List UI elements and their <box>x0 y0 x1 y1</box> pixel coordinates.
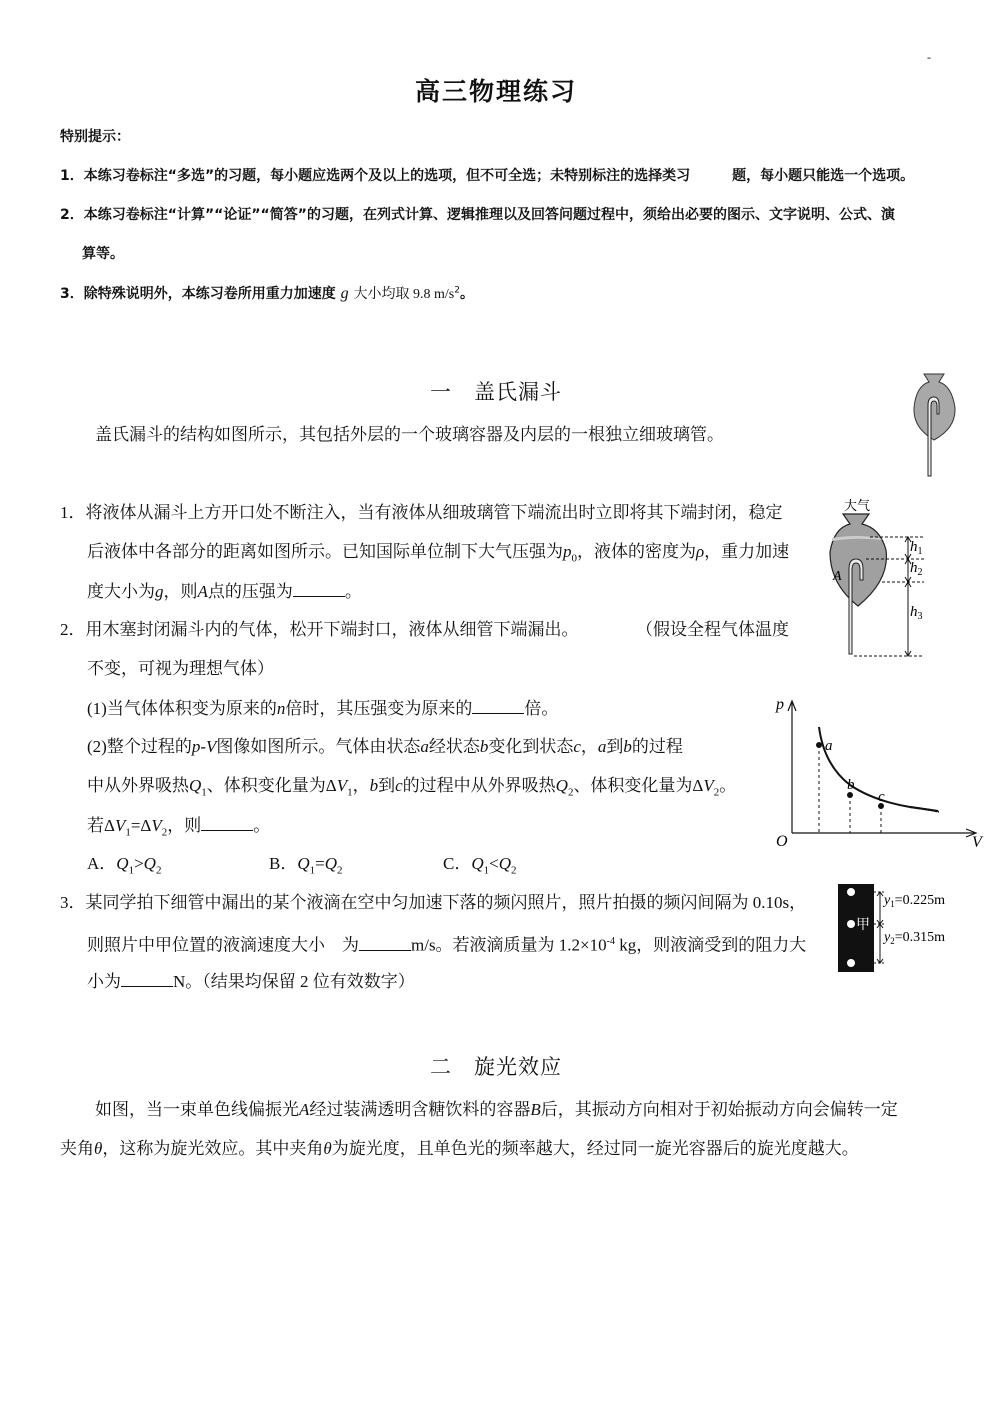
s2-line1a: 如图，当一束单色线偏振光 <box>95 1100 299 1119</box>
q2-V1b-sub: 1 <box>125 826 131 839</box>
pv-graph <box>770 693 992 853</box>
note-2-line1: 2．本练习卷标注“计算”“论证”“简答”的习题，在列式计算、逻辑推理以及回答问题过程中，须给出必要的图示、文字说明、公式、演 <box>60 207 895 223</box>
q3-line3 <box>87 970 415 993</box>
funnel-h2-label: $h_2$ <box>910 560 923 578</box>
q2-p2-l1a: (2)整个过程的 <box>87 737 192 756</box>
q2-c3: c <box>395 776 403 795</box>
s2-theta2: θ <box>323 1139 332 1158</box>
q2-b: b <box>479 737 489 756</box>
q1-line3a: 度大小为 <box>87 582 155 601</box>
q3-line2b: m/s。若液滴质量为 1.2×10 <box>411 935 607 955</box>
q2-part2-blank[interactable] <box>201 814 253 831</box>
q2-pv: p-V <box>191 737 217 756</box>
q2-p2-l2c: ， <box>352 776 370 795</box>
q1-p0-sub: 0 <box>571 552 577 565</box>
note-1 <box>60 165 914 185</box>
note-3-g: g <box>340 285 349 302</box>
funnel-small-figure <box>908 370 968 480</box>
note-3-prefix: 3．除特殊说明外，本练习卷所用重力加速度 <box>60 286 336 302</box>
q2-p2-l2f: 、体积变化量为Δ <box>573 776 704 795</box>
q2-p2-l1g: 的过程 <box>631 737 683 756</box>
note-3-end: 。 <box>459 286 474 302</box>
q2-V1-sub: 1 <box>347 786 353 799</box>
q2-p2-l2d: 到 <box>378 776 396 795</box>
q2-p2-l3a: 若Δ <box>87 816 115 835</box>
q2-p2-l1c: 经状态 <box>428 737 480 756</box>
q3-speed-blank[interactable] <box>359 934 411 951</box>
q1-answer-blank[interactable] <box>293 580 345 597</box>
q1-line2a: 后液体中各部分的距离如图所示。已知国际单位制下大气压强为 <box>87 542 563 561</box>
q2-p2-l1f: 到 <box>606 737 624 756</box>
q2-p2-l1b: 图像如图所示。气体由状态 <box>216 737 421 756</box>
q2-p2-l2a: 中从外界吸热 <box>87 776 189 795</box>
funnel-diagram <box>820 494 940 664</box>
q3-line3a: 小为 <box>87 972 121 991</box>
q2-b2: b <box>623 737 632 756</box>
q2-V1b: V <box>114 816 126 835</box>
s2-line2c: 为旋光度，且单色光的频率越大，经过同一旋光容器后的旋光度越大。 <box>331 1139 859 1158</box>
q2-p2-l3c: ，则 <box>167 816 202 835</box>
q2-V2b: V <box>151 816 162 835</box>
q3-line2a: 则照片中甲位置的液滴速度大小 为 <box>87 935 359 955</box>
strobe-y2-label: $y_2=0.315m$ <box>884 930 946 946</box>
q1-line2 <box>87 541 789 569</box>
note-1-suffix: 题，每小题只能选一个选项。 <box>732 168 915 184</box>
q1-g: g <box>155 582 164 601</box>
q3-line3b: N。（结果均保留 2 位有效数字） <box>173 972 415 991</box>
q2-line1 <box>60 619 789 641</box>
q1-rho: ρ <box>696 542 705 561</box>
option-a[interactable]: A．$Q_1>Q_2$ <box>87 854 162 877</box>
drop-jia <box>847 920 855 928</box>
pv-point-a <box>816 742 822 748</box>
q3-line2 <box>87 931 806 957</box>
q3-exp: -4 <box>606 936 615 947</box>
pv-axis-p: p <box>776 696 784 713</box>
q2-part2-line2 <box>87 775 736 803</box>
q2-p1b: 倍时，其压强变为原来的 <box>285 699 473 718</box>
note-3 <box>60 283 474 303</box>
q2-part1-blank[interactable] <box>472 697 524 714</box>
q2-line2: 不变，可视为理想气体） <box>87 659 274 678</box>
section-2-title: 二 旋光效应 <box>430 1055 562 1079</box>
q2-p2-l2g: 。 <box>719 776 737 795</box>
q2-options <box>87 853 517 881</box>
q1-line2c: ，重力加速 <box>704 542 790 561</box>
q1-p0: p <box>563 542 572 561</box>
q2-Q2-sub: 2 <box>567 786 574 799</box>
q1-line3 <box>87 580 362 603</box>
q2-p2-l3d: 。 <box>253 816 271 835</box>
option-c[interactable]: C．$Q_1<Q_2$ <box>443 854 517 877</box>
q2-part2-line3 <box>87 814 270 843</box>
s2-line2b: ，这称为旋光效应。其中夹角 <box>102 1139 324 1158</box>
q2-part1 <box>87 697 558 720</box>
q1-line3d: 。 <box>344 582 362 601</box>
q2-n: n <box>276 699 286 718</box>
q3-force-blank[interactable] <box>121 970 173 987</box>
pv-label-c: c <box>878 789 885 805</box>
q2-Q2: Q <box>555 776 568 795</box>
s2-B: B <box>530 1100 541 1119</box>
note-3-mid: 大小均取 9.8 m/s <box>353 287 455 302</box>
funnel-h1-label: $h_1$ <box>910 539 923 557</box>
s2-line1c: 后，其振动方向相对于初始振动方向会偏转一定 <box>540 1100 898 1119</box>
pv-label-a: a <box>825 738 833 754</box>
note-2-line2: 算等。 <box>82 246 124 262</box>
drop-top <box>847 888 855 896</box>
q2-p2-l3b: =Δ <box>130 816 152 835</box>
q3-line1: 3．某同学拍下细管中漏出的某个液滴在空中匀加速下落的频闪照片，照片拍摄的频闪间隔为 0.10s， <box>60 893 807 912</box>
q2-p2-l1d: 变化到状态 <box>488 737 574 756</box>
s2-theta: θ <box>94 1139 103 1158</box>
q3-line2c: kg，则液滴受到的阻力大 <box>615 935 807 955</box>
q1-line3c: 点的压强为 <box>207 582 293 601</box>
q2-V2b-sub: 2 <box>161 826 168 839</box>
q2-part2-line1 <box>87 736 683 758</box>
q2-a: a <box>420 737 429 756</box>
pv-axis-V: V <box>972 834 982 851</box>
q2-line1b: （假设全程气体温度 <box>644 620 789 639</box>
q2-V1: V <box>336 776 348 795</box>
funnel-h3-label: $h_3$ <box>910 604 923 622</box>
strobe-jia-label: 甲 <box>856 918 870 933</box>
q2-a2: a <box>597 737 607 756</box>
q2-c: c <box>573 737 581 756</box>
q1-line1: 1．将液体从漏斗上方开口处不断注入，当有液体从细玻璃管下端流出时立即将其下端封闭，稳定 <box>60 503 783 522</box>
s2-line1b: 经过装满透明含糖饮料的容器 <box>309 1100 531 1119</box>
q2-b3: b <box>369 776 379 795</box>
q2-V2-sub: 2 <box>713 786 720 799</box>
pv-label-b: b <box>847 777 855 793</box>
funnel-A-label: A <box>833 569 842 584</box>
corner-mark: - <box>927 50 931 64</box>
q2-line1a: 2．用木塞封闭漏斗内的气体，松开下端封口，液体从细管下端漏出。 <box>60 620 579 639</box>
q1-A: A <box>197 582 208 601</box>
section-1-intro: 盖氏漏斗的结构如图所示，其包括外层的一个玻璃容器及内层的一根独立细玻璃管。 <box>95 425 724 444</box>
q2-p2-l2e: 的过程中从外界吸热 <box>402 776 556 795</box>
q2-p1a: (1)当气体体积变为原来的 <box>87 699 277 718</box>
q2-p2-l1e: ， <box>580 737 598 756</box>
q2-Q1-sub: 1 <box>201 786 207 799</box>
q2-V2: V <box>703 776 714 795</box>
notes-heading: 特别提示： <box>60 129 130 145</box>
s2-A: A <box>299 1100 310 1119</box>
strobe-y1-label: $y_1=0.225m$ <box>884 893 946 909</box>
pv-origin: O <box>776 833 788 850</box>
option-b[interactable]: B．$Q_1=Q_2$ <box>269 854 343 877</box>
section-1-title: 一 盖氏漏斗 <box>430 380 562 404</box>
q1-line2b: ，液体的密度为 <box>577 542 696 561</box>
section-2-line2 <box>60 1138 859 1160</box>
funnel-air-label: 大气 <box>844 498 871 513</box>
s2-line2a: 夹角 <box>60 1139 94 1158</box>
page-title: 高三物理练习 <box>414 77 577 106</box>
q1-line3b: ，则 <box>163 582 198 601</box>
note-1-prefix: 1．本练习卷标注“多选”的习题，每小题应选两个及以上的选项，但不可全选；未特别标注的选择类习 <box>60 168 691 184</box>
note-3-sup: 2 <box>454 285 460 296</box>
section-2-line1 <box>95 1099 898 1121</box>
strobe-photo-figure <box>834 882 992 974</box>
q2-p2-l2b: 、体积变化量为Δ <box>206 776 337 795</box>
drop-bottom <box>847 959 855 967</box>
q2-p1c: 倍。 <box>524 699 559 718</box>
q2-Q1: Q <box>189 776 202 795</box>
